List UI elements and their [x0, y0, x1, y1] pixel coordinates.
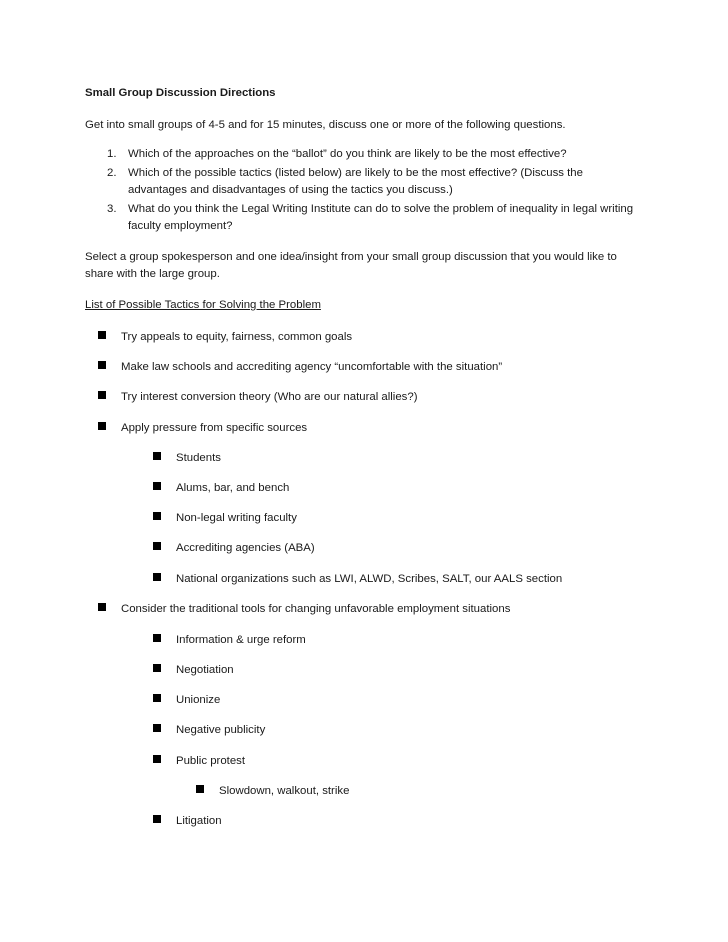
question-number: 2. [107, 167, 117, 179]
square-bullet-icon [153, 573, 161, 581]
tactic-subitem-text: Litigation [176, 815, 222, 827]
square-bullet-icon [98, 361, 106, 369]
tactic-item [98, 329, 352, 346]
tactic-item [98, 389, 418, 406]
tactic-subitem-text: Negative publicity [176, 724, 266, 736]
tactic-subitem [153, 510, 297, 527]
square-bullet-icon [98, 422, 106, 430]
tactic-subitem [153, 632, 306, 649]
tactic-subitem-text: Accrediting agencies (ABA) [176, 542, 315, 554]
tactic-subitem [153, 753, 245, 770]
square-bullet-icon [153, 724, 161, 732]
tactic-text: Make law schools and accrediting agency “uncomfortable with the situation” [121, 361, 503, 373]
tactic-text: Apply pressure from specific sources [121, 422, 308, 434]
question-item [85, 165, 645, 199]
spokesperson-paragraph: Select a group spokesperson and one idea/insight from your small group discussion that you would like to share with the large group. [85, 251, 617, 280]
tactic-subitem [153, 450, 221, 467]
tactic-subsubitem [196, 783, 349, 800]
square-bullet-icon [153, 512, 161, 520]
square-bullet-icon [153, 664, 161, 672]
tactic-subitem [153, 722, 265, 739]
square-bullet-icon [153, 542, 161, 550]
square-bullet-icon [153, 452, 161, 460]
tactic-subitem [153, 480, 289, 497]
tactic-subitem-text: Alums, bar, and bench [176, 482, 290, 494]
tactic-subitem-text: National organizations such as LWI, ALWD, Scribes, SALT, our AALS section [176, 573, 563, 585]
tactic-subitem [153, 540, 315, 557]
tactic-subitem-text: Students [176, 452, 221, 464]
square-bullet-icon [153, 634, 161, 642]
tactic-subsubitem-text: Slowdown, walkout, strike [219, 785, 350, 797]
tactic-subitem-text: Non-legal writing faculty [176, 512, 297, 524]
tactic-subitem [153, 813, 222, 830]
question-text: What do you think the Legal Writing Institute can do to solve the problem of inequality in legal writing faculty employment? [128, 203, 634, 232]
tactic-text: Consider the traditional tools for changing unfavorable employment situations [121, 603, 511, 615]
tactic-subitem [153, 692, 220, 709]
tactic-text: Try interest conversion theory (Who are our natural allies?) [121, 391, 418, 403]
question-number: 3. [107, 203, 117, 215]
tactic-item [98, 359, 502, 376]
tactic-item [98, 601, 510, 618]
tactic-subitem-text: Negotiation [176, 664, 234, 676]
tactic-subitem-text: Information & urge reform [176, 634, 306, 646]
question-text: Which of the possible tactics (listed below) are likely to be the most effective? (Discuss the advantages and disadvantages of using the tactics you discuss.) [128, 167, 583, 196]
tactic-item [98, 420, 307, 437]
question-list [85, 146, 645, 237]
question-text: Which of the approaches on the “ballot” do you think are likely to be the most effective? [128, 148, 567, 160]
question-item [85, 146, 645, 163]
square-bullet-icon [153, 755, 161, 763]
square-bullet-icon [98, 391, 106, 399]
tactic-text: Try appeals to equity, fairness, common goals [121, 331, 353, 343]
tactic-subitem-text: Unionize [176, 694, 221, 706]
square-bullet-icon [153, 694, 161, 702]
question-number: 1. [107, 148, 117, 160]
tactic-subitem [153, 662, 234, 679]
square-bullet-icon [98, 331, 106, 339]
tactic-subitem [153, 571, 562, 588]
page-title: Small Group Discussion Directions [85, 87, 276, 99]
square-bullet-icon [98, 603, 106, 611]
tactics-list-title: List of Possible Tactics for Solving the Problem [85, 299, 321, 311]
square-bullet-icon [153, 482, 161, 490]
intro-paragraph: Get into small groups of 4-5 and for 15 minutes, discuss one or more of the following questions. [85, 119, 566, 131]
square-bullet-icon [153, 815, 161, 823]
square-bullet-icon [196, 785, 204, 793]
tactic-subitem-text: Public protest [176, 755, 246, 767]
question-item [85, 201, 645, 235]
